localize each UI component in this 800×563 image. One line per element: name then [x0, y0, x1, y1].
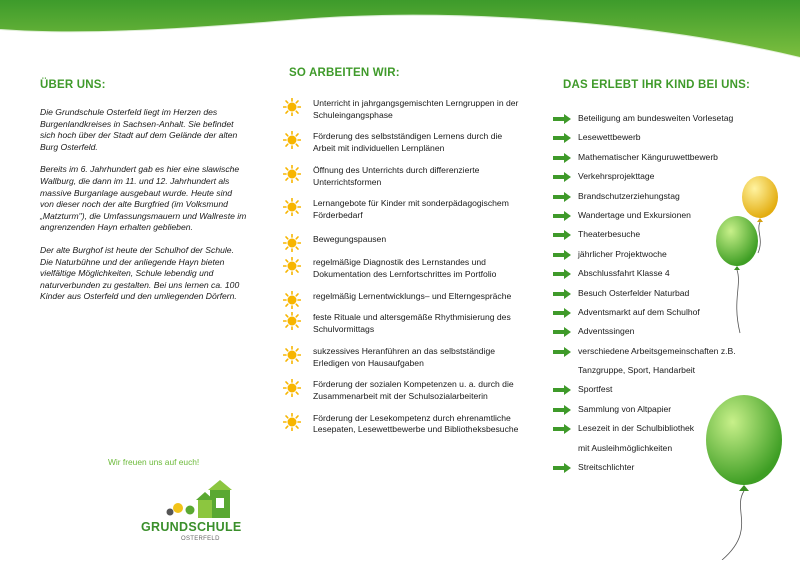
arrow-right-icon [553, 347, 571, 357]
arrow-right-icon [553, 211, 571, 221]
experience-item: Sammlung von Altpapier [553, 404, 783, 423]
work-item: Öffnung des Unterrichts durch differenzierte Unterrichtsformen [283, 165, 523, 188]
experience-item: verschiedene Arbeitsgemeinschaften z.B. [553, 346, 783, 365]
green-balloon-icon [712, 215, 762, 335]
work-item: regelmäßig Lernentwicklungs– und Elterngespräche [283, 291, 523, 303]
experience-item: Adventsmarkt auf dem Schulhof [553, 307, 783, 326]
sun-icon [283, 165, 301, 183]
experience-item: mit Ausleihmöglichkeiten [578, 442, 673, 453]
experience-item: Beteiligung am bundesweiten Vorlesetag [553, 113, 783, 132]
experience-item: Streitschlichter [553, 462, 783, 481]
experience-item: Theaterbesuche [553, 229, 783, 248]
experience-item: Besuch Osterfelder Naturbad [553, 288, 783, 307]
work-item: feste Rituale und altersgemäße Rhythmisierung des Schulvormittags [283, 312, 523, 335]
about-paragraph-1: Die Grundschule Osterfeld liegt im Herzen des Burgenlandkreises in Sachsen-Anhalt. Sie befindet sich hoch über der Stadt auf dem Gelände der alten Burg Osterfeld. [40, 107, 238, 152]
sun-icon [283, 131, 301, 149]
arrow-right-icon [553, 327, 571, 337]
arrow-right-icon [553, 172, 571, 182]
arrow-right-icon [553, 133, 571, 143]
arrow-right-icon [553, 308, 571, 318]
sun-icon [283, 346, 301, 364]
experience-item: Abschlussfahrt Klasse 4 [553, 268, 783, 287]
arrow-right-icon [553, 230, 571, 240]
welcome-text: Wir freuen uns auf euch! [108, 457, 200, 467]
arrow-right-icon [553, 114, 571, 124]
experience-title: DAS ERLEBT IHR KIND BEI UNS: [563, 79, 751, 91]
sun-icon [283, 379, 301, 397]
logo-subtext: OSTERFELD [181, 536, 220, 542]
arrow-right-icon [553, 424, 571, 434]
arrow-right-icon [553, 250, 571, 260]
work-item: Unterricht in jahrgangsgemischten Lerngruppen in der Schuleingangsphase [283, 98, 523, 121]
arrow-right-icon [553, 385, 571, 395]
about-title: ÜBER UNS: [40, 79, 106, 91]
experience-item: Wandertage und Exkursionen [553, 210, 783, 229]
experience-item: Verkehrsprojekttage [553, 171, 783, 190]
experience-item: Mathematischer Känguruwettbewerb [553, 152, 783, 171]
sun-icon [283, 257, 301, 275]
large-green-balloon-icon [702, 395, 792, 560]
arrow-right-icon [553, 405, 571, 415]
experience-item: Lesezeit in der Schulbibliothek [553, 423, 783, 442]
experience-item: Tanzgruppe, Sport, Handarbeit [578, 365, 696, 376]
experience-item: Sportfest [553, 384, 783, 403]
work-title: SO ARBEITEN WIR: [289, 67, 400, 79]
sun-icon [283, 98, 301, 116]
arrow-right-icon [553, 153, 571, 163]
work-item: Bewegungspausen [283, 234, 523, 246]
header-wave [0, 0, 800, 70]
arrow-right-icon [553, 192, 571, 202]
work-item: sukzessives Heranführen an das selbstständige Erledigen von Hausaufgaben [283, 346, 523, 369]
logo-text: GRUNDSCHULE [141, 520, 242, 534]
arrow-right-icon [553, 269, 571, 279]
experience-item: Brandschutzerziehungstag [553, 191, 783, 210]
sun-icon [283, 234, 301, 252]
work-item: Förderung der Lesekompetenz durch ehrenamtliche Lesepaten, Lesewettbewerbe und Bibliotheksbesuche [283, 413, 523, 436]
work-item: Lernangebote für Kinder mit sonderpädagogischem Förderbedarf [283, 198, 523, 221]
about-paragraph-3: Der alte Burghof ist heute der Schulhof der Schule. Die Naturbühne und der anliegende Hayn bieten vielfältige Möglichkeiten, Schule lebendig und naturverbunden zu gestalten. Bei uns lernen ca. 100 Kinder aus Osterfeld und den umliegenden Dörfern. [40, 244, 240, 302]
sun-icon [283, 198, 301, 216]
arrow-right-icon [553, 463, 571, 473]
sun-icon [283, 413, 301, 431]
experience-item: Adventssingen [553, 326, 783, 345]
about-text [40, 107, 248, 314]
work-list [283, 98, 523, 436]
sun-icon [283, 291, 301, 309]
sun-icon [283, 312, 301, 330]
work-item: regelmäßige Diagnostik des Lernstandes und Dokumentation des Lernfortschrittes im Portfolio [283, 257, 523, 280]
about-paragraph-2: Bereits im 6. Jahrhundert gab es hier eine slawische Wallburg, die dann im 11. und 12. Jahrhundert als massive Burganlage ausgebaut wurde. Heute sind von dieser noch der alte Burgfried (im Volksmund „Matzturm"), die Umfassungsmauern und Wallreste im angrenzenden Hayn erhalten geblieben. [40, 164, 247, 233]
work-item: Förderung des selbstständigen Lernens durch die Arbeit mit individuellen Lernplänen [283, 131, 523, 154]
arrow-right-icon [553, 289, 571, 299]
work-item: Förderung der sozialen Kompetenzen u. a. durch die Zusammenarbeit mit der Schulsozialarbeiterin [283, 379, 523, 402]
experience-item: Lesewettbewerb [553, 132, 783, 151]
experience-item: jährlicher Projektwoche [553, 249, 783, 268]
